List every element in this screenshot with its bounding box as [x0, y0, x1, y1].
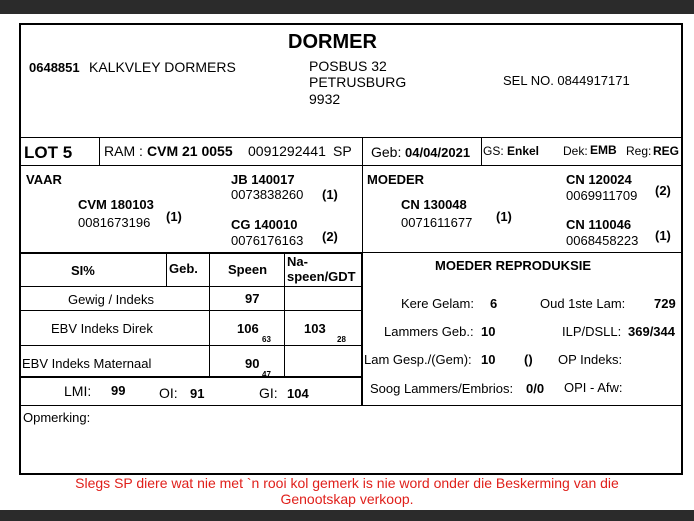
divider — [284, 252, 285, 376]
sire-sire-number: 0073838260 — [231, 187, 304, 202]
dam-label: MOEDER — [367, 172, 425, 187]
gi-value: 104 — [287, 386, 309, 401]
dek-label: Dek: — [563, 144, 588, 158]
sire-dam-number: 0076176163 — [231, 233, 304, 248]
divider — [21, 137, 681, 138]
reproduction-title: MOEDER REPRODUKSIE — [435, 258, 592, 273]
divider — [166, 252, 167, 286]
gesp-label: Lam Gesp./(Gem): — [364, 352, 472, 367]
divider — [481, 137, 482, 165]
breeder-name: KALKVLEY DORMERS — [89, 59, 236, 75]
opi-label: OPI - Afw: — [564, 380, 623, 395]
sire-count: (1) — [166, 209, 182, 224]
address-line-2: PETRUSBURG — [309, 74, 407, 90]
divider — [21, 286, 362, 287]
kere-label: Kere Gelam: — [401, 296, 474, 311]
oud-label: Oud 1ste Lam: — [540, 296, 626, 311]
dam-sire-number: 0069911709 — [566, 188, 638, 203]
sire-sire-id: JB 140017 — [231, 172, 295, 187]
divider — [21, 252, 362, 254]
lmi-value: 99 — [111, 383, 126, 398]
sale-lot-card — [19, 23, 683, 475]
sire-dam-id: CG 140010 — [231, 217, 298, 232]
op-indeks-label: OP Indeks: — [558, 352, 623, 367]
maternaal-speen-sub: 47 — [262, 370, 271, 379]
lot-label: LOT 5 — [24, 143, 73, 162]
dam-number: 0071611677 — [401, 215, 473, 230]
ilp-value: 369/344 — [628, 324, 675, 339]
reg-value: REG — [653, 144, 680, 158]
address-line-3: 9932 — [309, 91, 341, 107]
lammers-label: Lammers Geb.: — [384, 324, 474, 339]
lammers-value: 10 — [481, 324, 496, 339]
gesp-value: 10 — [481, 352, 496, 367]
divider — [209, 252, 210, 376]
soog-value: 0/0 — [526, 381, 545, 396]
divider — [362, 165, 363, 253]
dam-dam-count: (1) — [655, 228, 671, 243]
footer-notice-line-2: Genootskap verkoop. — [280, 491, 414, 507]
dam-sire-count: (2) — [655, 183, 671, 198]
lmi-label: LMI: — [64, 383, 92, 399]
divider — [21, 376, 362, 378]
maternaal-speen-value: 90 — [245, 356, 260, 371]
remarks-label: Opmerking: — [23, 410, 91, 425]
divider — [21, 165, 681, 166]
direk-speen-value: 106 — [237, 321, 259, 336]
gs-label: GS: — [483, 144, 504, 158]
footer-notice-line-1: Slegs SP diere wat nie met `n rooi kol gemerk is nie word onder die Beskerming van die — [75, 475, 619, 491]
oud-value: 729 — [654, 296, 676, 311]
sire-number: 0081673196 — [78, 215, 151, 230]
row-label-gewig: Gewig / Indeks — [68, 292, 154, 307]
divider — [21, 345, 362, 346]
naspeen-header-line2: speen/GDT — [287, 269, 356, 284]
si-header: SI% — [71, 263, 95, 278]
ram-label: RAM : — [104, 143, 143, 159]
direk-naspeen-value: 103 — [304, 321, 326, 336]
ram-number: 0091292441 — [248, 143, 326, 159]
birth-date: 04/04/2021 — [405, 145, 471, 160]
sire-dam-count: (2) — [322, 229, 338, 244]
dek-value: EMB — [590, 143, 617, 157]
breeder-number: 0648851 — [29, 60, 80, 75]
row-label-ebv-maternaal: EBV Indeks Maternaal — [22, 356, 152, 371]
dam-dam-number: 0068458223 — [566, 233, 639, 248]
soog-label: Soog Lammers/Embrios: — [370, 381, 514, 396]
row-label-ebv-direk: EBV Indeks Direk — [51, 321, 153, 336]
ram-id: CVM 21 0055 — [147, 143, 233, 159]
ilp-label: ILP/DSLL: — [562, 324, 622, 339]
divider — [362, 137, 363, 165]
gesp-paren: () — [524, 352, 533, 367]
bottom-dark-bar — [0, 510, 694, 521]
birth-date-label: Geb: — [371, 144, 402, 160]
divider — [21, 405, 681, 406]
dam-dam-id: CN 110046 — [566, 217, 632, 232]
sire-label: VAAR — [26, 172, 62, 187]
sire-sire-count: (1) — [322, 187, 338, 202]
sire-id: CVM 180103 — [78, 197, 154, 212]
top-dark-bar — [0, 0, 694, 14]
direk-naspeen-sub: 28 — [337, 335, 346, 344]
gs-value: Enkel — [507, 144, 540, 158]
breed-title: DORMER — [288, 31, 377, 53]
reg-label: Reg: — [626, 144, 652, 158]
speen-header: Speen — [228, 262, 268, 277]
ram-suffix: SP — [333, 143, 352, 159]
dam-id: CN 130048 — [401, 197, 467, 212]
dam-sire-id: CN 120024 — [566, 172, 632, 187]
oi-value: 91 — [190, 386, 205, 401]
gi-label: GI: — [259, 385, 278, 401]
geb-header: Geb. — [169, 261, 198, 276]
direk-speen-sub: 63 — [262, 335, 271, 344]
divider — [99, 137, 100, 165]
kere-value: 6 — [490, 296, 498, 311]
address-line-1: POSBUS 32 — [309, 58, 387, 74]
cell-phone: SEL NO. 0844917171 — [503, 73, 630, 88]
gewig-speen-value: 97 — [245, 291, 260, 306]
divider — [361, 252, 363, 405]
naspeen-header-line1: Na- — [287, 254, 308, 269]
oi-label: OI: — [159, 385, 178, 401]
divider — [362, 252, 681, 253]
divider — [21, 310, 362, 311]
dam-count: (1) — [496, 209, 512, 224]
